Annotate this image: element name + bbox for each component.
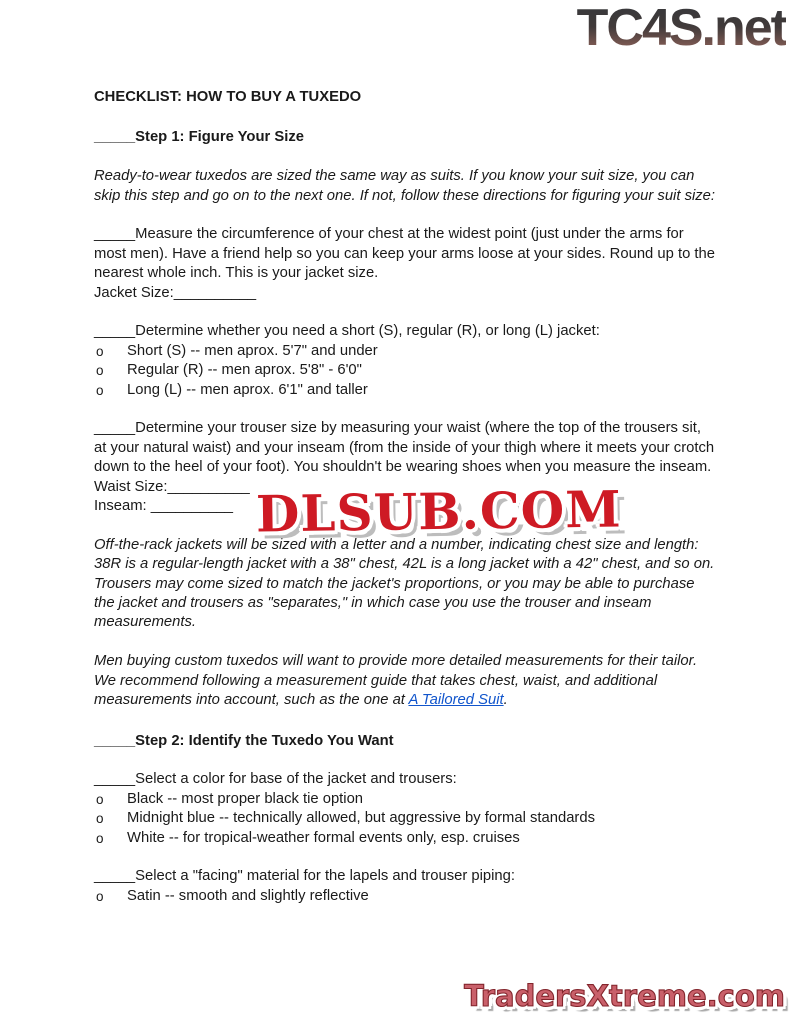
tailored-suit-link[interactable]: A Tailored Suit bbox=[408, 692, 504, 709]
measure-chest-text: _____Measure the circumference of your chest at the widest point (just under the arms for most men). Have a friend help so you can keep your arms loose at your sides. Round up to the nearest whole inch. This is your jacket size. bbox=[94, 226, 715, 282]
circle-bullet-icon: o bbox=[96, 382, 104, 398]
list-item bbox=[94, 790, 716, 809]
measure-chest-paragraph bbox=[94, 225, 716, 303]
dlsub-watermark: DLSUB.COM bbox=[255, 479, 622, 544]
custom-note-text-after: . bbox=[503, 692, 508, 709]
list-item bbox=[94, 361, 716, 380]
custom-tuxedo-note bbox=[94, 652, 716, 710]
waist-size-blank-line: Waist Size:__________ bbox=[94, 478, 250, 495]
circle-bullet-icon: o bbox=[96, 830, 104, 846]
list-item-label: Regular (R) -- men aprox. 5'8" - 6'0" bbox=[127, 362, 362, 379]
step1-heading: _____Step 1: Figure Your Size bbox=[94, 129, 304, 146]
document-title: CHECKLIST: HOW TO BUY A TUXEDO bbox=[94, 89, 362, 105]
custom-note-text-before: Men buying custom tuxedos will want to provide more detailed measurements for their tailor. We recommend following a measurement guide that takes chest, waist, and additional measurements into account, such as the one at bbox=[94, 653, 698, 709]
circle-bullet-icon: o bbox=[96, 343, 104, 359]
circle-bullet-icon: o bbox=[96, 791, 104, 807]
list-item-label: Short (S) -- men aprox. 5'7" and under bbox=[127, 342, 378, 359]
base-color-section bbox=[94, 770, 716, 848]
list-item bbox=[94, 381, 716, 400]
jacket-size-blank-line: Jacket Size:__________ bbox=[94, 284, 257, 301]
facing-material-prompt: _____Select a "facing" material for the lapels and trouser piping: bbox=[94, 868, 515, 885]
trouser-size-text: _____Determine your trouser size by measuring your waist (where the top of the trousers sit, at your natural waist) and your inseam (from the inside of your thigh where it meets your crotch down to the heel of your foot). You shouldn't be wearing shoes when you measure the inseam. bbox=[94, 420, 715, 476]
facing-material-section bbox=[94, 867, 716, 906]
jacket-length-section bbox=[94, 322, 716, 400]
circle-bullet-icon: o bbox=[96, 888, 104, 904]
list-item bbox=[94, 829, 716, 848]
list-item-label: Satin -- smooth and slightly reflective bbox=[127, 887, 369, 904]
circle-bullet-icon: o bbox=[96, 363, 104, 379]
list-item bbox=[94, 809, 716, 828]
list-item bbox=[94, 887, 716, 906]
list-item bbox=[94, 342, 716, 361]
base-color-prompt: _____Select a color for base of the jacket and trousers: bbox=[94, 771, 457, 788]
jacket-length-prompt: _____Determine whether you need a short (S), regular (R), or long (L) jacket: bbox=[94, 323, 600, 340]
step1-intro-paragraph: Ready-to-wear tuxedos are sized the same way as suits. If you know your suit size, you can skip this step and go on to the next one. If not, follow these directions for figuring your suit size: bbox=[94, 168, 715, 204]
step2-heading: _____Step 2: Identify the Tuxedo You Want bbox=[94, 732, 394, 749]
list-item-label: Midnight blue -- technically allowed, but aggressive by formal standards bbox=[127, 810, 595, 827]
circle-bullet-icon: o bbox=[96, 811, 104, 827]
off-the-rack-note: Off-the-rack jackets will be sized with a letter and a number, indicating chest size and length: 38R is a regular-length jacket with a 38" chest, 42L is a long jacket with a 42" chest, and so on. Trousers may come sized to match the jacket's proportions, or you may be able to purchase the jacket and trousers as "separates," in which case you use the trouser and inseam measurements. bbox=[94, 536, 715, 631]
list-item-label: White -- for tropical-weather formal events only, esp. cruises bbox=[127, 829, 520, 846]
list-item-label: Long (L) -- men aprox. 6'1" and taller bbox=[127, 381, 368, 398]
inseam-blank-line: Inseam: __________ bbox=[94, 498, 234, 515]
list-item-label: Black -- most proper black tie option bbox=[127, 790, 364, 807]
tradersxtreme-watermark: TradersXtreme.com bbox=[464, 979, 785, 1013]
tc4s-watermark: TC4S.net bbox=[576, 0, 786, 57]
